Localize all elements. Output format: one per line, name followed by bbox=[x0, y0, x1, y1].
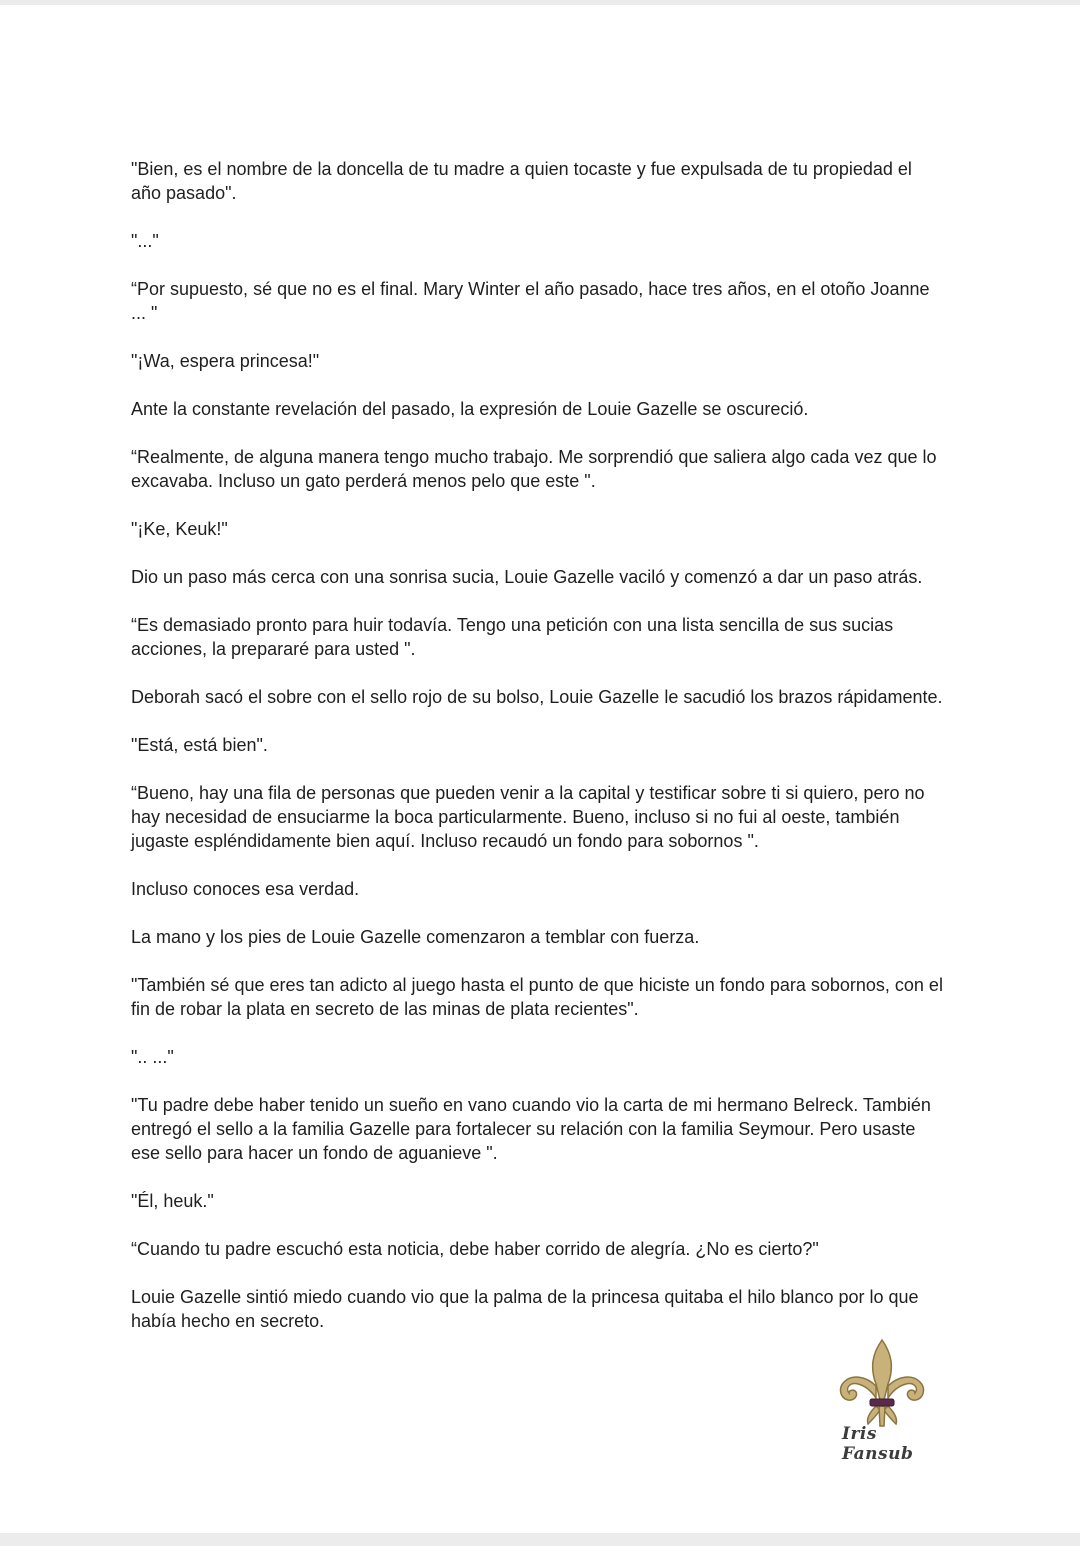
logo-band bbox=[870, 1399, 894, 1406]
fleur-de-lis-icon bbox=[832, 1338, 936, 1428]
bottom-border bbox=[0, 1533, 1080, 1546]
document-body bbox=[131, 157, 961, 1357]
paragraph: “Es demasiado pronto para huir todavía. Tengo una petición con una lista sencilla de sus sucias acciones, la prepararé para usted ". bbox=[131, 615, 894, 659]
paragraph: “Bueno, hay una fila de personas que pueden venir a la capital y testificar sobre ti si quiero, pero no hay necesidad de ensuciarme la boca particularmente. Bueno, incluso si no fui al oeste, también jugaste espléndidamente bien aquí. Incluso recaudó un fondo para sobornos ". bbox=[131, 783, 925, 851]
paragraph: "Él, heuk." bbox=[131, 1191, 214, 1211]
logo-text: Iris Fansub bbox=[842, 1424, 914, 1464]
paragraph: "¡Ke, Keuk!" bbox=[131, 519, 228, 539]
paragraph: ".. ..." bbox=[131, 1047, 174, 1067]
paragraph: Ante la constante revelación del pasado, la expresión de Louie Gazelle se oscureció. bbox=[131, 399, 809, 419]
paragraph: Incluso conoces esa verdad. bbox=[131, 879, 360, 899]
paragraph: "También sé que eres tan adicto al juego hasta el punto de que hiciste un fondo para sobornos, con el fin de robar la plata en secreto de las minas de plata recientes". bbox=[131, 975, 943, 1019]
paragraph: "¡Wa, espera princesa!" bbox=[131, 351, 320, 371]
paragraph: Deborah sacó el sobre con el sello rojo de su bolso, Louie Gazelle le sacudió los brazos rápidamente. bbox=[131, 687, 943, 707]
paragraph: "..." bbox=[131, 231, 159, 251]
paragraph: “Cuando tu padre escuchó esta noticia, debe haber corrido de alegría. ¿No es cierto?" bbox=[131, 1239, 819, 1259]
paragraph: "Está, está bien". bbox=[131, 735, 268, 755]
paragraph: La mano y los pies de Louie Gazelle comenzaron a temblar con fuerza. bbox=[131, 927, 700, 947]
paragraph: Louie Gazelle sintió miedo cuando vio que la palma de la princesa quitaba el hilo blanco por lo que había hecho en secreto. bbox=[131, 1287, 919, 1331]
fansub-logo bbox=[832, 1338, 936, 1464]
paragraph: “Por supuesto, sé que no es el final. Mary Winter el año pasado, hace tres años, en el otoño Joanne ... " bbox=[131, 279, 930, 323]
paragraph: "Bien, es el nombre de la doncella de tu madre a quien tocaste y fue expulsada de tu propiedad el año pasado". bbox=[131, 159, 912, 203]
paragraph: Dio un paso más cerca con una sonrisa sucia, Louie Gazelle vaciló y comenzó a dar un paso atrás. bbox=[131, 567, 923, 587]
paragraph: "Tu padre debe haber tenido un sueño en vano cuando vio la carta de mi hermano Belreck. También entregó el sello a la familia Gazelle para fortalecer su relación con la familia Seymour. Pero usaste ese sello para hacer un fondo de aguanieve ". bbox=[131, 1095, 931, 1163]
paragraph: “Realmente, de alguna manera tengo mucho trabajo. Me sorprendió que saliera algo cada vez que lo excavaba. Incluso un gato perderá menos pelo que este ". bbox=[131, 447, 937, 491]
